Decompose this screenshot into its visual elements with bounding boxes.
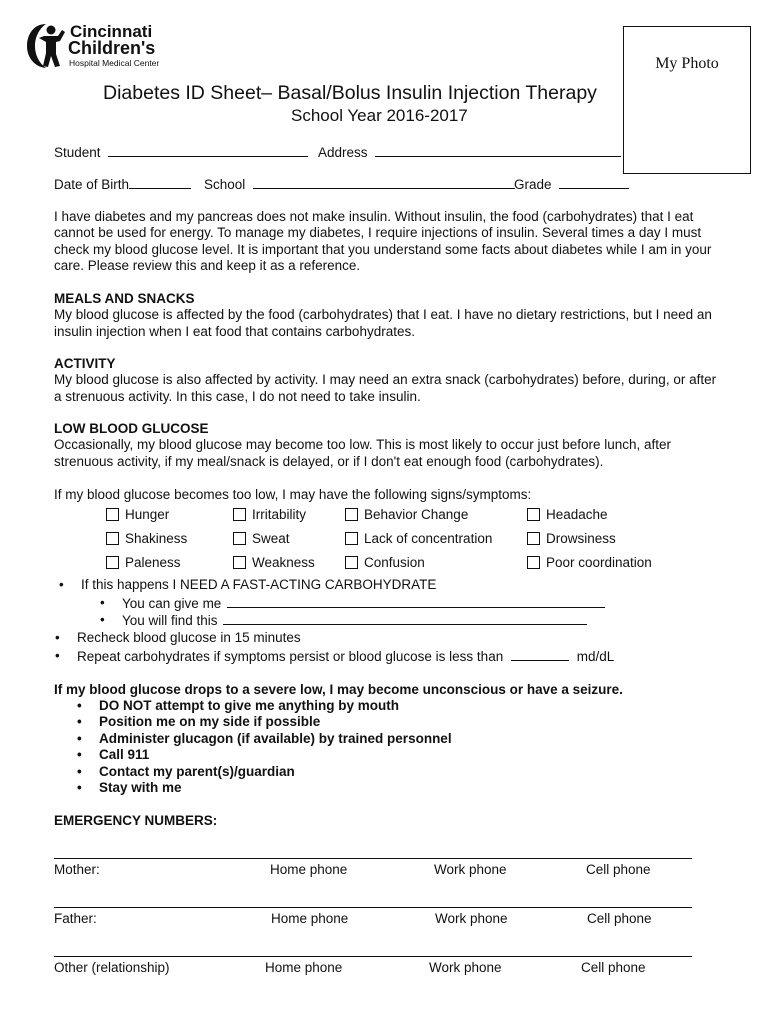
symptom-checkbox-sweat[interactable] bbox=[233, 531, 290, 547]
other-home-phone[interactable]: Home phone bbox=[265, 960, 343, 975]
symptom-checkbox-behavior-change[interactable] bbox=[345, 507, 468, 523]
checkbox-icon bbox=[106, 556, 119, 569]
signs-intro: If my blood glucose becomes too low, I may have the following signs/symptoms: bbox=[54, 487, 532, 502]
father-cell-phone[interactable]: Cell phone bbox=[587, 911, 652, 926]
father-work-phone[interactable]: Work phone bbox=[435, 911, 508, 926]
action-find-this bbox=[100, 612, 587, 629]
intro-paragraph: I have diabetes and my pancreas does not make insulin. Without insulin, the food (carbohydrates) that I eat cannot be used for energy. To manage my diabetes, I require injections of insulin. Several times a day I must check my blood glucose level. It is important that you understand some facts about diabetes while I am in your care. Please review this and keep it as a reference. bbox=[54, 209, 712, 273]
activity-section bbox=[54, 356, 724, 405]
action-repeat bbox=[55, 648, 615, 665]
logo-line-3: Hospital Medical Center bbox=[69, 58, 160, 68]
grade-field[interactable] bbox=[559, 176, 629, 189]
checkbox-icon bbox=[106, 508, 119, 521]
symptom-label: Drowsiness bbox=[546, 531, 616, 546]
recheck-text: Recheck blood glucose in 15 minutes bbox=[77, 630, 301, 645]
symptom-label: Hunger bbox=[125, 507, 170, 522]
checkbox-icon bbox=[345, 532, 358, 545]
checkbox-icon bbox=[527, 532, 540, 545]
symptom-checkbox-paleness[interactable] bbox=[106, 555, 181, 571]
checkbox-icon bbox=[233, 508, 246, 521]
other-cell-phone[interactable]: Cell phone bbox=[581, 960, 646, 975]
symptom-label: Weakness bbox=[252, 555, 315, 570]
severe-item bbox=[77, 731, 452, 747]
bullet-icon: • bbox=[59, 577, 64, 592]
hospital-logo bbox=[24, 20, 184, 74]
severe-item bbox=[77, 780, 182, 796]
severe-item-text: Contact my parent(s)/guardian bbox=[99, 764, 295, 779]
emergency-divider bbox=[54, 907, 692, 908]
bullet-icon: • bbox=[55, 648, 60, 663]
checkbox-icon bbox=[527, 508, 540, 521]
bullet-icon: • bbox=[77, 731, 82, 746]
activity-heading: ACTIVITY bbox=[54, 356, 116, 371]
grade-label: Grade bbox=[514, 177, 552, 192]
severe-item bbox=[77, 764, 295, 780]
symptom-label: Shakiness bbox=[125, 531, 188, 546]
emergency-divider bbox=[54, 956, 692, 957]
mother-label: Mother: bbox=[54, 862, 100, 877]
give-me-field[interactable] bbox=[227, 595, 605, 608]
bullet-icon: • bbox=[77, 780, 82, 795]
address-field[interactable] bbox=[375, 144, 621, 157]
bullet-icon: • bbox=[77, 714, 82, 729]
symptom-checkbox-headache[interactable] bbox=[527, 507, 608, 523]
severe-item-text: Administer glucagon (if available) by trained personnel bbox=[99, 731, 452, 746]
other-work-phone[interactable]: Work phone bbox=[429, 960, 502, 975]
symptom-label: Irritability bbox=[252, 507, 307, 522]
student-label: Student bbox=[54, 145, 101, 160]
severe-item-text: Call 911 bbox=[99, 747, 150, 762]
symptom-label: Paleness bbox=[125, 555, 181, 570]
father-home-phone[interactable]: Home phone bbox=[271, 911, 349, 926]
school-label: School bbox=[204, 177, 246, 192]
emergency-divider bbox=[54, 858, 692, 859]
symptom-checkbox-shakiness[interactable] bbox=[106, 531, 187, 547]
symptom-checkbox-weakness[interactable] bbox=[233, 555, 315, 571]
meals-text: My blood glucose is affected by the food (carbohydrates) that I eat. I have no dietary restrictions, but I need an insulin injection when I eat food that contains carbohydrates. bbox=[54, 307, 712, 339]
symptom-checkbox-drowsiness[interactable] bbox=[527, 531, 616, 547]
checkbox-icon bbox=[106, 532, 119, 545]
find-this-label: You will find this bbox=[122, 613, 218, 628]
father-label: Father: bbox=[54, 911, 97, 926]
action-give-me bbox=[100, 595, 605, 612]
low-glucose-section bbox=[54, 421, 724, 470]
logo-line-2: Children's bbox=[68, 38, 156, 58]
severe-item bbox=[77, 714, 321, 730]
bullet-icon: • bbox=[77, 764, 82, 779]
bullet-icon: • bbox=[77, 698, 82, 713]
severe-item bbox=[77, 747, 150, 763]
checkbox-icon bbox=[345, 556, 358, 569]
symptom-checkbox-irritability[interactable] bbox=[233, 507, 306, 523]
school-field[interactable] bbox=[253, 176, 515, 189]
checkbox-icon bbox=[345, 508, 358, 521]
severe-heading: If my blood glucose drops to a severe low, I may become unconscious or have a seizure. bbox=[54, 682, 623, 697]
emergency-heading: EMERGENCY NUMBERS: bbox=[54, 813, 218, 828]
glucose-threshold-field[interactable] bbox=[511, 648, 569, 661]
give-me-label: You can give me bbox=[122, 596, 222, 611]
severe-item-text: Stay with me bbox=[99, 780, 182, 795]
symptom-label: Headache bbox=[546, 507, 608, 522]
page-subtitle: School Year 2016-2017 bbox=[291, 106, 468, 125]
symptom-checkbox-poor-coordination[interactable] bbox=[527, 555, 652, 571]
glucose-unit: md/dL bbox=[576, 649, 615, 664]
mother-cell-phone[interactable]: Cell phone bbox=[586, 862, 651, 877]
repeat-text: Repeat carbohydrates if symptoms persist or blood glucose is less than bbox=[77, 649, 504, 664]
fast-carb-text: If this happens I NEED A FAST-ACTING CARBOHYDRATE bbox=[81, 577, 437, 592]
page-title: Diabetes ID Sheet– Basal/Bolus Insulin Injection Therapy bbox=[103, 82, 597, 104]
symptom-label: Confusion bbox=[364, 555, 425, 570]
symptom-label: Sweat bbox=[252, 531, 290, 546]
activity-text: My blood glucose is also affected by activity. I may need an extra snack (carbohydrates) before, during, or after a strenuous activity. In this case, I do not need to take insulin. bbox=[54, 372, 717, 404]
checkbox-icon bbox=[233, 532, 246, 545]
child-figure-icon bbox=[24, 20, 68, 70]
bullet-icon: • bbox=[55, 630, 60, 645]
symptom-label: Poor coordination bbox=[546, 555, 652, 570]
symptom-checkbox-hunger[interactable] bbox=[106, 507, 169, 523]
low-glucose-text: Occasionally, my blood glucose may become too low. This is most likely to occur just before lunch, after strenuous activity, if my meal/snack is delayed, or if I don't eat enough food (carbohydrates). bbox=[54, 437, 672, 469]
address-label: Address bbox=[318, 145, 368, 160]
photo-label: My Photo bbox=[655, 55, 719, 72]
checkbox-icon bbox=[233, 556, 246, 569]
dob-label: Date of Birth bbox=[54, 177, 130, 192]
meals-heading: MEALS AND SNACKS bbox=[54, 291, 195, 306]
student-field[interactable] bbox=[108, 144, 308, 157]
dob-field[interactable] bbox=[129, 176, 191, 189]
action-recheck bbox=[55, 630, 301, 646]
bullet-icon: • bbox=[100, 612, 105, 627]
mother-work-phone[interactable]: Work phone bbox=[434, 862, 507, 877]
meals-section bbox=[54, 291, 724, 340]
severe-item-text: DO NOT attempt to give me anything by mouth bbox=[99, 698, 400, 713]
bullet-icon: • bbox=[100, 595, 105, 610]
severe-item-text: Position me on my side if possible bbox=[99, 714, 321, 729]
severe-item bbox=[77, 698, 400, 714]
low-glucose-heading: LOW BLOOD GLUCOSE bbox=[54, 421, 209, 436]
symptom-label: Lack of concentration bbox=[364, 531, 493, 546]
symptom-label: Behavior Change bbox=[364, 507, 469, 522]
other-label: Other (relationship) bbox=[54, 960, 170, 975]
symptom-checkbox-lack-of-concentration[interactable] bbox=[345, 531, 492, 547]
find-this-field[interactable] bbox=[223, 612, 587, 625]
mother-home-phone[interactable]: Home phone bbox=[270, 862, 348, 877]
photo-box[interactable] bbox=[623, 26, 751, 174]
bullet-icon: • bbox=[77, 747, 82, 762]
checkbox-icon bbox=[527, 556, 540, 569]
action-fast-carb bbox=[59, 577, 437, 593]
symptom-checkbox-confusion[interactable] bbox=[345, 555, 425, 571]
logo-line-1: Cincinnati bbox=[70, 22, 153, 41]
